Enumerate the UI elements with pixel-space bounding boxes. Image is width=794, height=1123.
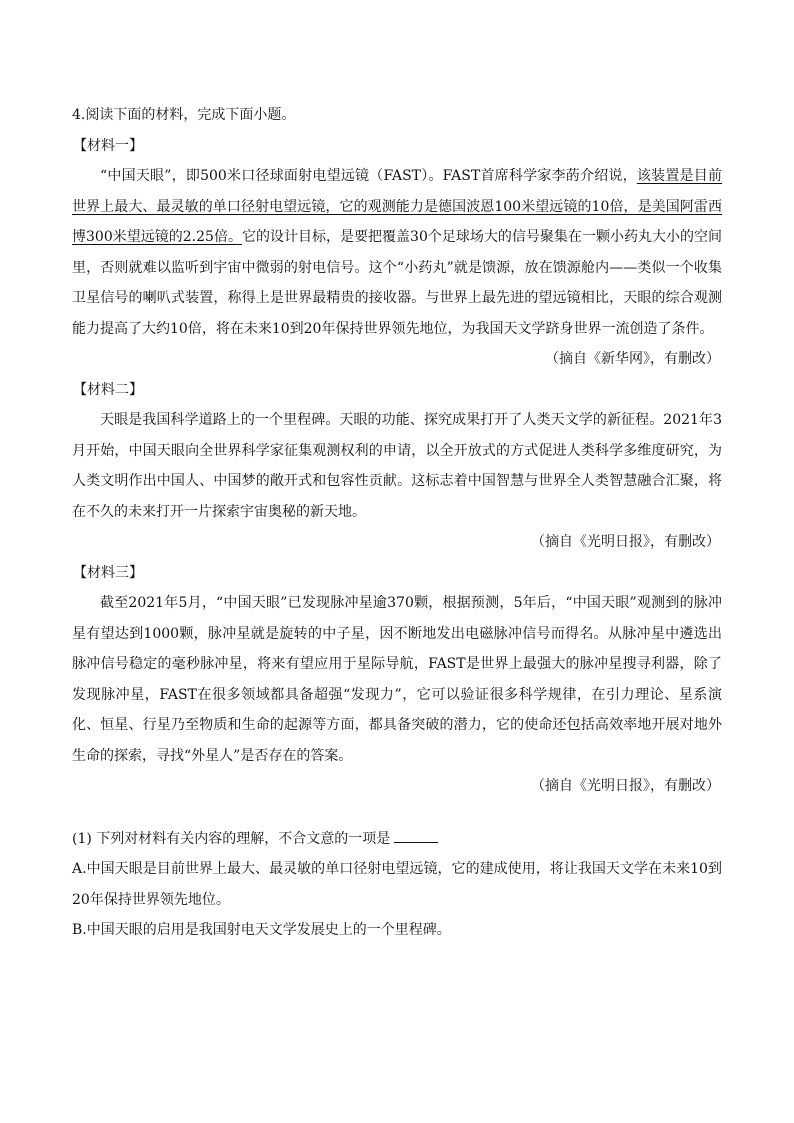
option-a: A.中国天眼是目前世界上最大、最灵敏的单口径射电望远镜，它的建成使用，将让我国天文学在未来10到20年保持世界领先地位。 bbox=[72, 861, 722, 908]
material2-paragraph: 天眼是我国科学道路上的一个里程碑。天眼的功能、探究成果打开了人类天文学的新征程。2021年3月开始，中国天眼向全世界科学家征集观测权利的申请，以全开放式的方式促进人类科学多维度研究，为人类文明作出中国人、中国梦的敞开式和包容性贡献。这标志着中国智慧与世界全人类智慧融合汇聚，将在不久的未来打开一片探索宇宙奥秘的新天地。 bbox=[72, 412, 722, 520]
question-title: 4.阅读下面的材料，完成下面小题。 bbox=[72, 107, 296, 123]
option-b: B.中国天眼的启用是我国射电天文学发展史上的一个里程碑。 bbox=[72, 922, 451, 938]
material1-paragraph bbox=[72, 161, 722, 344]
material2-source: （摘自《光明日报》，有删改） bbox=[531, 534, 720, 550]
subquestion1-stem: (1) 下列对材料有关内容的理解，不合文意的一项是 bbox=[72, 830, 391, 847]
material1-text-before: “中国天眼”，即500米口径球面射电望远镜（FAST）。FAST首席科学家李菂介绍说， bbox=[100, 168, 637, 184]
subquestion1-stem-line bbox=[72, 824, 722, 855]
material3-heading: 【材料三】 bbox=[73, 564, 143, 581]
material1-heading: 【材料一】 bbox=[73, 137, 143, 154]
material1-text-after: 它的设计目标，是要把覆盖30个足球场大的信号聚集在一颗小药丸大小的空间里，否则就难以监听到宇宙中微弱的射电信号。这个“小药丸”就是馈源，放在馈源舱内——类似一个收集卫星信号的喇叭式装置，称得上是世界最精贵的接收器。与世界上最先进的望远镜相比，天眼的综合观测能力提高了大约10倍，将在未来10到20年保持世界领先地位，为我国天文学跻身世界一流创造了条件。 bbox=[72, 229, 722, 337]
material2-heading: 【材料二】 bbox=[73, 381, 143, 398]
material3-source: （摘自《光明日报》，有删改） bbox=[531, 778, 720, 794]
material1-underlined-text: 该装置是目前世界上最大、最灵敏的单口径射电望远镜，它的观测能力是德国波恩100米望远镜的10倍，是美国阿雷西博300米望远镜的2.25倍。 bbox=[72, 168, 723, 245]
document-page bbox=[72, 100, 722, 946]
material1-source: （摘自《新华网》，有删改） bbox=[545, 351, 720, 367]
material3-paragraph: 截至2021年5月，“中国天眼”已发现脉冲星逾370颗，根据预测，5年后，“中国天眼”观测到的脉冲星有望达到1000颗，脉冲星就是旋转的中子星，因不断地发出电磁脉冲信号而得名。从脉冲星中遴选出脉冲信号稳定的毫秒脉冲星，将来有望应用于星际导航，FAST是世界上最强大的脉冲星搜寻利器，除了发现脉冲星，FAST在很多领域都具备超强“发现力”，它可以验证很多科学规律，在引力理论、星系演化、恒星、行星乃至物质和生命的起源等方面，都具备突破的潜力，它的使命还包括高效率地开展对地外生命的探索，寻找“外星人”是否存在的答案。 bbox=[72, 595, 722, 764]
answer-blank[interactable] bbox=[394, 828, 438, 843]
spacer bbox=[72, 802, 722, 824]
